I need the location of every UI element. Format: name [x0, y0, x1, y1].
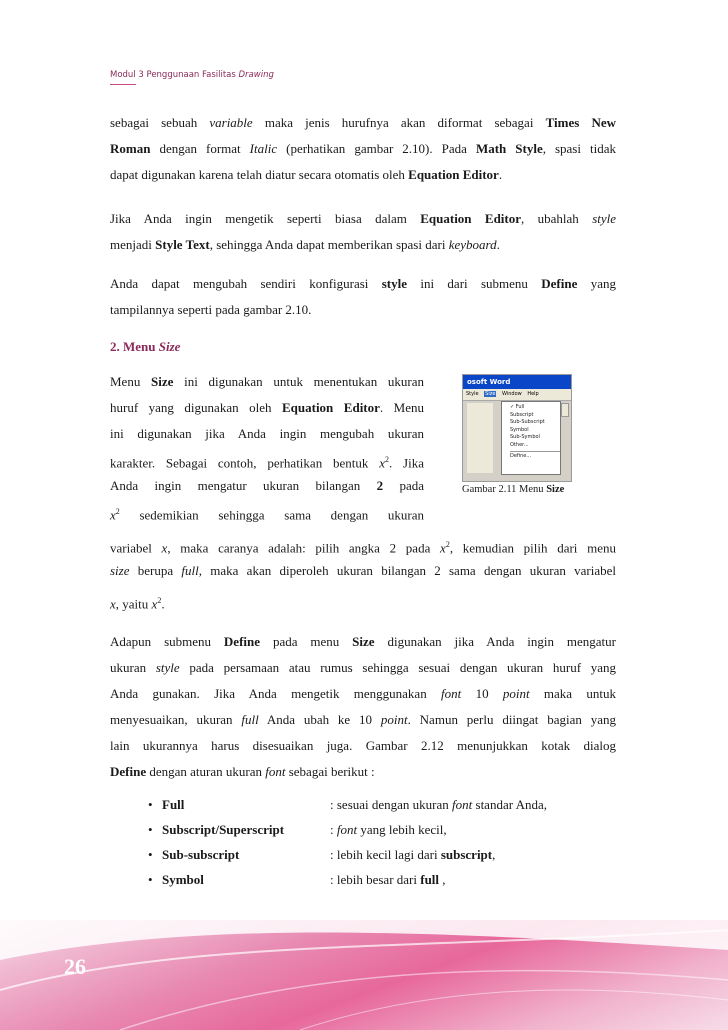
- text: , sehingga Anda dapat memberikan spasi dari: [209, 237, 449, 252]
- text: , maka akan diperoleh ukuran bilangan 2 sama dengan ukuran variabel: [198, 563, 616, 578]
- text: dengan format: [150, 141, 250, 156]
- paragraph-1: [110, 110, 616, 188]
- p4-line-1: [110, 369, 424, 395]
- p4-line-8: [110, 558, 616, 584]
- menu-item-full: ✓ Full: [510, 404, 525, 410]
- p5-line-4: [110, 707, 616, 733]
- text: full: [241, 712, 259, 727]
- p4-line-2: [110, 395, 424, 421]
- text: digunakan jika Anda ingin mengatur: [374, 634, 616, 649]
- header-rule: [110, 84, 136, 85]
- text: Menu: [110, 374, 152, 389]
- text: Jika Anda ingin mengetik seperti biasa dalam: [110, 211, 421, 226]
- text: , yaitu: [115, 596, 152, 612]
- paragraph-4-continued: [110, 532, 616, 614]
- text: . Jika: [388, 455, 424, 471]
- text: x: [161, 540, 168, 556]
- section-number: 2. Menu: [110, 339, 159, 354]
- text: . Menu: [379, 400, 424, 415]
- list-term: Full: [162, 797, 185, 812]
- text: ,: [439, 872, 446, 887]
- math-x: x: [151, 596, 158, 612]
- text: Size: [151, 374, 174, 389]
- list-desc: [330, 847, 495, 863]
- text: style: [381, 276, 408, 291]
- text: Style Text: [155, 237, 210, 252]
- menubar: [463, 389, 571, 401]
- footer-swoosh: [0, 920, 728, 1030]
- size-menu-screenshot: [462, 374, 572, 482]
- text: , kemudian pilih dari menu: [449, 540, 616, 556]
- p5-line-5: lain ukurannya harus disesuaikan juga. Gambar 2.12 menunjukkan kotak dialog: [110, 738, 616, 753]
- text: Anda gunakan. Jika Anda mengetik menggunakan: [110, 686, 442, 701]
- p4-line-7: [110, 532, 616, 558]
- p3-line-2: tampilannya seperti pada gambar 2.10.: [110, 302, 312, 317]
- section-heading: [110, 339, 180, 355]
- text: pada menu: [260, 634, 353, 649]
- text: size: [110, 563, 130, 578]
- text: ukuran: [110, 660, 156, 675]
- text: .: [161, 596, 165, 612]
- list-item: [148, 847, 496, 863]
- math-x: x: [110, 507, 116, 523]
- text: : lebih kecil lagi dari: [330, 847, 441, 862]
- paragraph-5: [110, 629, 616, 785]
- text: , spasi tidak: [542, 141, 616, 156]
- text: menyesuaikan, ukuran: [110, 712, 242, 727]
- text: Equation Editor: [281, 400, 380, 415]
- text: variabel: [110, 540, 162, 556]
- list-item: [148, 872, 446, 888]
- text: ini digunakan untuk menentukan ukuran: [173, 374, 424, 389]
- list-desc: [330, 822, 447, 838]
- text: Equation Editor: [408, 167, 499, 182]
- p3-line-1: [110, 271, 616, 297]
- text: Math Style: [475, 141, 543, 156]
- text: karakter. Sebagai contoh, perhatikan bentuk: [110, 455, 380, 471]
- math-exponent: 2: [115, 507, 120, 516]
- text: ini dari submenu: [407, 276, 542, 291]
- list-term: Subscript/Superscript: [162, 822, 285, 837]
- math-exponent: 2: [157, 596, 162, 605]
- list-desc: [330, 797, 547, 813]
- header-text: Modul 3 Penggunaan Fasilitas: [110, 70, 239, 80]
- text: sebagai sebuah: [110, 115, 210, 130]
- text: font: [336, 822, 358, 837]
- menu-window: Window: [502, 391, 522, 397]
- text: Size: [352, 634, 375, 649]
- toolbar-strip: [467, 403, 493, 473]
- text: (perhatikan gambar 2.10). Pada: [277, 141, 476, 156]
- menu-item-define: Define...: [510, 451, 560, 461]
- paragraph-2: [110, 206, 616, 258]
- p5-line-1: [110, 629, 616, 655]
- text: Define: [110, 764, 147, 779]
- text: yang: [577, 276, 616, 291]
- menu-style: Style: [466, 391, 479, 397]
- text: Define: [541, 276, 578, 291]
- p5-line-2: [110, 655, 616, 681]
- math-x: x: [379, 455, 385, 471]
- text: huruf yang digunakan oleh: [110, 400, 282, 415]
- list-term: Sub-subscript: [162, 847, 240, 862]
- text: , maka caranya adalah: pilih angka 2 pada: [167, 540, 441, 556]
- text: . Namun perlu diingat bagian yang: [407, 712, 616, 727]
- text: full: [420, 872, 440, 887]
- section-name: Size: [158, 339, 181, 354]
- text: menjadi: [110, 237, 156, 252]
- text: sedemikian sehingga sama dengan ukuran: [119, 507, 424, 523]
- text: Italic: [249, 141, 278, 156]
- math-exponent: 2: [384, 455, 389, 464]
- p4-line-5: [110, 473, 424, 499]
- menu-item-symbol: Symbol: [510, 426, 529, 433]
- menu-item-sub-subscript: Sub-Subscript: [510, 419, 545, 425]
- p4-line-6: [110, 499, 424, 525]
- menu-item-subscript: Subscript: [510, 411, 534, 418]
- text: font: [441, 686, 462, 701]
- bullet-icon: •: [148, 847, 153, 862]
- list-term: Symbol: [162, 872, 204, 887]
- text: Roman: [110, 141, 151, 156]
- text: Define: [223, 634, 261, 649]
- caption-text: Gambar 2.11 Menu: [462, 484, 547, 495]
- text: font: [452, 797, 473, 812]
- p4-line-3: ini digunakan jika Anda ingin mengubah ukuran: [110, 426, 424, 441]
- list-item: [148, 797, 547, 813]
- text: standar Anda,: [472, 797, 547, 812]
- menu-item-other: Other...: [510, 441, 529, 448]
- text: Anda ingin mengatur ukuran bilangan: [110, 478, 377, 493]
- text: variable: [209, 115, 253, 130]
- p2-line-1: [110, 206, 616, 232]
- caption-bold: Size: [546, 484, 565, 495]
- text: x: [110, 596, 116, 612]
- size-dropdown: [501, 401, 561, 475]
- p1-line-2: [110, 136, 616, 162]
- p1-line-1: [110, 110, 616, 136]
- bullet-icon: •: [148, 872, 153, 887]
- p4-line-9: [110, 588, 616, 614]
- menu-item-sub-symbol: Sub-Symbol: [510, 434, 540, 440]
- text: Equation Editor: [420, 211, 522, 226]
- text: point: [380, 712, 408, 727]
- text: .: [498, 167, 503, 182]
- paragraph-3: [110, 271, 616, 323]
- page-number: 26: [64, 954, 86, 979]
- text: style: [155, 660, 180, 675]
- figure-caption: [462, 484, 564, 495]
- menu-size: Size: [485, 391, 496, 397]
- text: sebagai berikut :: [285, 764, 375, 779]
- p1-line-3: [110, 162, 616, 188]
- running-header: [110, 70, 274, 80]
- text: maka untuk: [529, 686, 616, 701]
- text: point: [502, 686, 530, 701]
- text: .: [496, 237, 500, 252]
- paragraph-4: [110, 369, 424, 525]
- text: Times New: [545, 115, 616, 130]
- text: ,: [492, 847, 496, 862]
- window-title: osoft Word: [463, 375, 571, 389]
- text: style: [592, 211, 617, 226]
- text: berupa: [129, 563, 182, 578]
- text: font: [265, 764, 286, 779]
- text: yang lebih kecil,: [357, 822, 447, 837]
- text: subscript: [440, 847, 493, 862]
- p2-line-2: [110, 232, 616, 258]
- text: : lebih besar dari: [330, 872, 421, 887]
- header-italic: Drawing: [238, 70, 274, 80]
- text: 10: [461, 686, 503, 701]
- p5-line-6: [110, 759, 616, 785]
- p5-line-3: [110, 681, 616, 707]
- list-desc: [330, 872, 446, 888]
- bullet-icon: •: [148, 822, 153, 837]
- math-exponent: 2: [445, 540, 450, 549]
- text: , ubahlah: [521, 211, 593, 226]
- text: Adapun submenu: [110, 634, 224, 649]
- math-x: x: [440, 540, 446, 556]
- text: full: [181, 563, 199, 578]
- text: :: [330, 822, 337, 837]
- text: dengan aturan ukuran: [146, 764, 266, 779]
- list-item: [148, 822, 447, 838]
- menu-help: Help: [527, 391, 539, 397]
- text: dapat digunakan karena telah diatur secara otomatis oleh: [110, 167, 409, 182]
- text: maka jenis hurufnya akan diformat sebagai: [252, 115, 546, 130]
- text: 2: [376, 478, 384, 493]
- text: Anda dapat mengubah sendiri konfigurasi: [110, 276, 382, 291]
- text: pada persamaan atau rumus sehingga sesuai dengan ukuran huruf yang: [179, 660, 616, 675]
- bullet-icon: •: [148, 797, 153, 812]
- text: Anda ubah ke 10: [258, 712, 381, 727]
- text: : sesuai dengan ukuran: [330, 797, 453, 812]
- p4-line-4: [110, 447, 424, 473]
- text: pada: [383, 478, 425, 493]
- close-box: [561, 403, 569, 417]
- text: keyboard: [448, 237, 497, 252]
